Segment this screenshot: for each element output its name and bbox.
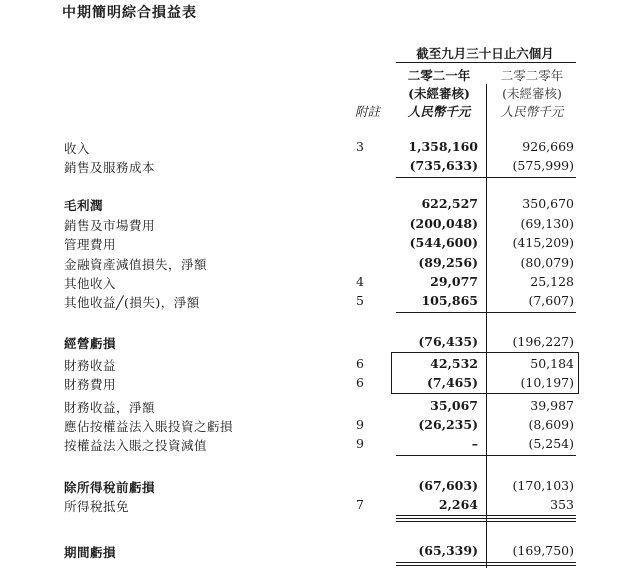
row-label: 財務收益 — [64, 358, 117, 373]
row-value-2021: 42,532 — [430, 356, 478, 371]
row-value-2021: 1,358,160 — [408, 139, 478, 154]
row-label: 收入 — [64, 141, 91, 156]
row-label: 銷售及市場費用 — [64, 218, 156, 233]
row-value-2021: (89,256) — [418, 255, 478, 270]
row-value-2021: 29,077 — [430, 274, 478, 289]
row-label: 除所得稅前虧損 — [64, 480, 156, 495]
row-note: 4 — [356, 274, 364, 289]
table-row — [0, 478, 630, 496]
table-row — [0, 398, 630, 416]
table-row — [0, 139, 630, 157]
row-value-2020: (7,607) — [528, 293, 574, 308]
table-row — [0, 334, 630, 352]
row-value-2020: (170,103) — [512, 478, 574, 493]
row-value-2020: (69,130) — [520, 216, 574, 231]
row-value-2020: 350,670 — [522, 196, 574, 211]
row-value-2021: 35,067 — [430, 398, 478, 413]
row-value-2020: 39,987 — [530, 398, 574, 413]
subtotal-rule — [396, 515, 576, 516]
row-value-2020: (415,209) — [512, 235, 574, 250]
table-row — [0, 417, 630, 435]
table-row — [0, 436, 630, 454]
row-value-2021: (67,603) — [418, 478, 478, 493]
row-value-2021: (76,435) — [418, 334, 478, 349]
row-value-2020: 50,184 — [530, 356, 574, 371]
note-header: 附註 — [354, 104, 380, 119]
period-underline — [396, 62, 576, 63]
statement-title: 中期簡明綜合損益表 — [62, 5, 197, 21]
double-rule-top — [396, 518, 576, 519]
subtotal-rule — [396, 177, 576, 178]
row-label: 其他收益╱(損失)，淨額 — [64, 295, 200, 310]
double-rule-bottom — [396, 565, 576, 566]
table-row — [0, 235, 630, 253]
row-label: 所得稅抵免 — [64, 499, 130, 514]
row-value-2021: 622,527 — [421, 196, 478, 211]
table-row — [0, 356, 630, 374]
table-row — [0, 216, 630, 234]
row-label: 管理費用 — [64, 237, 117, 252]
row-label: 應佔按權益法入賬投資之虧損 — [64, 419, 234, 434]
row-label: 按權益法入賬之投資減值 — [64, 438, 208, 453]
row-value-2020: (5,254) — [528, 436, 574, 451]
period-header: 截至九月三十日止六個月 — [416, 46, 554, 61]
row-label: 財務收益，淨額 — [64, 400, 156, 415]
row-value-2020: 353 — [550, 497, 574, 512]
row-note: 9 — [356, 436, 364, 451]
table-row — [0, 196, 630, 214]
row-label: 經營虧損 — [64, 336, 117, 351]
row-value-2020: (575,999) — [512, 158, 574, 173]
row-note: 5 — [356, 293, 364, 308]
row-value-2021: (200,048) — [409, 216, 478, 231]
row-note: 9 — [356, 417, 364, 432]
row-note: 3 — [356, 139, 364, 154]
row-label: 毛利潤 — [64, 198, 104, 213]
row-value-2021: 105,865 — [421, 293, 478, 308]
col-2021-unit: 人民幣千元 — [407, 104, 471, 119]
row-value-2020: (10,197) — [520, 375, 574, 390]
col-2020-year: 二零二零年 — [500, 68, 564, 83]
row-label: 期間虧損 — [64, 545, 117, 560]
row-value-2021: (544,600) — [409, 235, 478, 250]
double-rule-top — [396, 562, 576, 563]
table-row — [0, 497, 630, 515]
row-value-2020: 25,128 — [530, 274, 574, 289]
row-value-2021: (26,235) — [418, 417, 478, 432]
row-value-2020: (80,079) — [520, 255, 574, 270]
subtotal-rule — [396, 455, 576, 456]
table-row — [0, 293, 630, 311]
row-label: 財務費用 — [64, 377, 117, 392]
double-rule-bottom — [396, 521, 576, 522]
row-value-2020: (196,227) — [512, 334, 574, 349]
row-label: 其他收入 — [64, 276, 117, 291]
row-value-2020: (169,750) — [512, 543, 574, 558]
col-2021-year: 二零二一年 — [407, 68, 471, 83]
table-row — [0, 375, 630, 393]
row-value-2021: 2,264 — [438, 497, 478, 512]
col-2020-audit: (未經審核) — [502, 86, 562, 101]
row-note: 7 — [356, 497, 364, 512]
table-row — [0, 543, 630, 561]
row-value-2021: – — [471, 436, 478, 451]
subtotal-rule — [396, 312, 576, 313]
table-row — [0, 255, 630, 273]
table-row — [0, 158, 630, 176]
col-2021-audit: (未經審核) — [408, 86, 470, 101]
row-label: 銷售及服務成本 — [64, 160, 156, 175]
row-value-2020: 926,669 — [522, 139, 574, 154]
row-label: 金融資產減值損失，淨額 — [64, 257, 208, 272]
row-value-2020: (8,609) — [528, 417, 574, 432]
table-row — [0, 274, 630, 292]
row-value-2021: (735,633) — [409, 158, 478, 173]
row-note: 6 — [356, 375, 364, 390]
row-value-2021: (7,465) — [427, 375, 478, 390]
col-2020-unit: 人民幣千元 — [500, 104, 564, 119]
row-value-2021: (65,339) — [418, 543, 478, 558]
row-note: 6 — [356, 356, 364, 371]
